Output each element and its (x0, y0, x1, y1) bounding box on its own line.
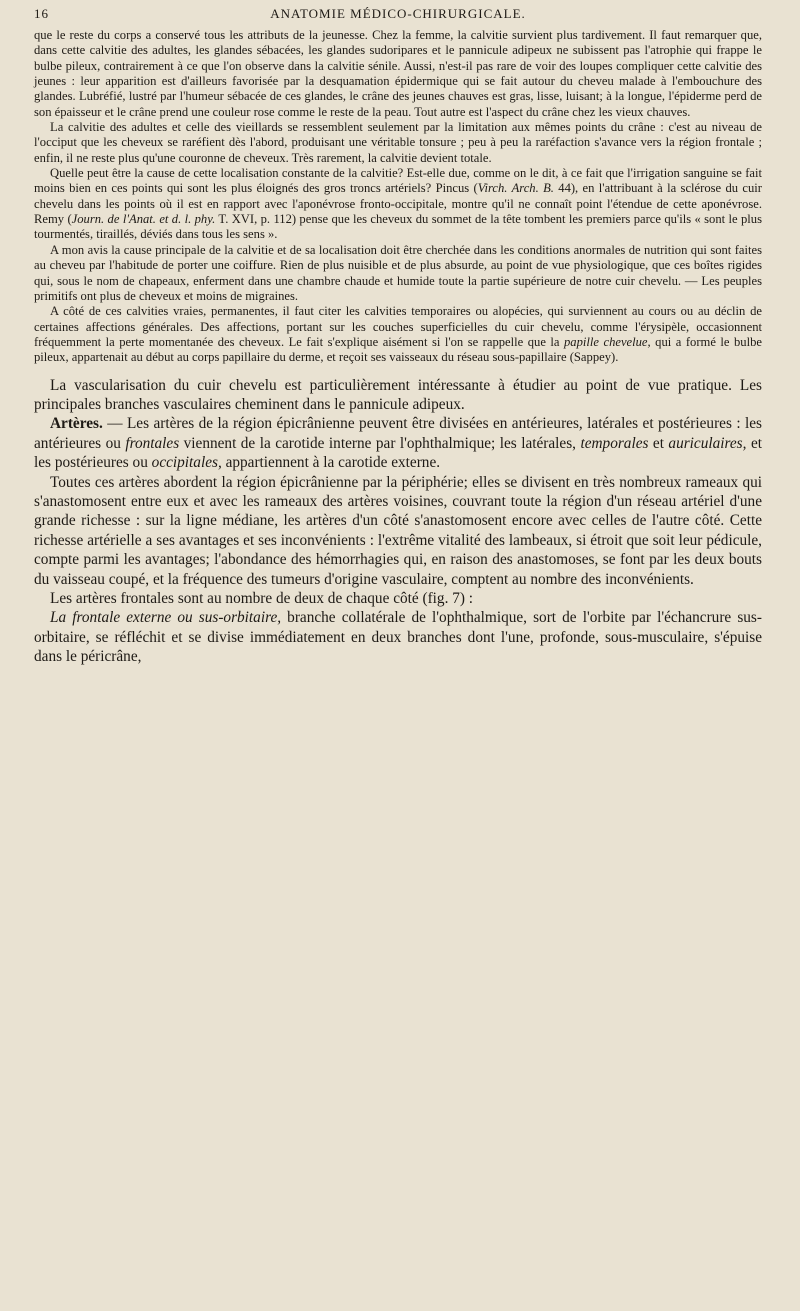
paragraph-calvitie-adultes: que le reste du corps a conservé tous les attributs de la jeunesse. Chez la femme, la calvitie survient plus tardivement. Il faut remarquer que, dans cette calvitie des adultes, les glandes sébacées, les glandes sudoripares et le pannicule adipeux ne subissent pas l'atrophie qui frappe le bulbe pileux, contrairement à ce que l'on observe dans la calvitie sénile. Aussi, n'est-il pas rare de voir des loupes compliquer cette calvitie des jeunes : leur apparition est d'ailleurs favorisée par la desquamation épidermique qui se fait autour du cheveu malade à l'embouchure des glandes. Lubréfié, lustré par l'humeur sébacée de ces glandes, le crâne des jeunes chauves est gras, lisse, luisant; à la longue, l'épiderme perd de son épaisseur et le crâne prend une couleur rose comme le reste de la peau. Tout autre est l'aspect du crâne chez les vieux chauves. (34, 28, 762, 119)
page-header (34, 6, 762, 28)
running-title: ANATOMIE MÉDICO-CHIRURGICALE. (270, 6, 526, 21)
paragraph-cause-localisation: Quelle peut être la cause de cette localisation constante de la calvitie? Est-elle due, comme on le dit, à ce fait que l'irrigation sanguine se fait moins bien en ces points qui sont les plus éloignés des gros troncs artériels? Pincus (Virch. Arch. B. 44), en l'attribuant à la sclérose du cuir chevelu dans les points où il est en rapport avec l'aponévrose fronto-occipitale, montre qu'il ne connaît point l'étendue de cette aponévrose. Remy (Journ. de l'Anat. et d. l. phy. T. XVI, p. 112) pense que les cheveux du sommet de la tête tombent les premiers parce qu'ils « sont le plus tourmentés, tiraillés, déviés dans tous les sens ». (34, 166, 762, 242)
page-number: 16 (34, 6, 49, 21)
main-text-section (34, 376, 762, 667)
paragraph-opinion-auteur: A mon avis la cause principale de la calvitie et de sa localisation doit être cherchée dans les conditions anormales de nutrition qui sont faites au cheveu par l'habitude de porter une coiffure. Rien de plus nuisible et de plus absurde, au point de vue physiologique, que ces boîtes rigides qui, sous le nom de chapeaux, enferment dans une chambre chaude et humide toute la partie supérieure de notre cuir chevelu. — Les peuples primitifs ont plus de cheveux et moins de migraines. (34, 242, 762, 303)
paragraph-arteres-frontales: Les artères frontales sont au nombre de deux de chaque côté (fig. 7) : (50, 590, 474, 608)
citation-virchow: Virch. Arch. B. (477, 181, 554, 196)
paragraph-arteres: Artères. — Les artères de la région épicrânienne peuvent être divisées en antérieures, latérales et postérieures : les antérieures ou frontales viennent de la carotide interne par l'ophthalmique; les latérales, temporales et auriculaires, et les postérieures ou occipitales, appartiennent à la carotide externe. (34, 415, 762, 472)
paragraph-anastomoses: Toutes ces artères abordent la région épicrânienne par la périphérie; elles se divisent en très nombreux rameaux qui s'anastomosent entre eux et avec les rameaux des artères voisines, couvrant toute la région d'un réseau artériel d'une grande richesse : sur la ligne médiane, les artères d'un côté s'anastomosent encore avec celles de l'autre côté. Cette richesse artérielle a ses avantages et ses inconvénients : l'extrême vitalité des lambeaux, si étroit que soit leur pédicule, compte parmi les avantages; l'abondance des hémorrhagies qui, en raison des anastomoses, se font par les deux bouts du vaisseau coupé, et la fréquence des tumeurs d'origine vasculaire, comptent au nombre des inconvénients. (34, 473, 762, 588)
term-frontale-externe: La frontale externe ou sus-orbitaire, (50, 609, 282, 627)
paragraph-alopecies: A côté de ces calvities vraies, permanentes, il faut citer les calvities temporaires ou alopécies, qui surviennent au cours ou au déclin de certaines affections générales. Des affections, portant sur les couches superficielles du cuir chevelu, comme l'érysipèle, occasionnent fréquemment la perte momentanée des cheveux. Le fait s'explique aisément si l'on se rappelle que la papille chevelue, qui a formé le bulbe pileux, appartenait au début au corps papillaire du derme, et reçoit ses vaisseaux du réseau sous-papillaire (Sappey). (34, 304, 762, 365)
citation-journal-anatomie: Journ. de l'Anat. et d. l. phy. (71, 212, 216, 227)
paragraph-frontale-externe: La frontale externe ou sus-orbitaire, branche collatérale de l'ophthalmique, sort de l'orbite par l'échancrure sus-orbitaire, se réfléchit et se divise immédiatement en deux branches dont l'une, profonde, sous-musculaire, s'épuise dans le péricrâne, (34, 609, 762, 666)
paragraph-vascularisation: La vascularisation du cuir chevelu est particulièrement intéressante à étudier au point de vue pratique. Les principales branches vasculaires cheminent dans le pannicule adipeux. (34, 376, 762, 413)
term-papille-chevelue: papille chevelue, (564, 334, 651, 349)
section-heading-arteres: Artères. (50, 415, 103, 433)
paragraph-calvitie-vieillards: La calvitie des adultes et celle des vieillards se ressemblent seulement par la limitation aux mêmes points du crâne : c'est au niveau de l'occiput que les cheveux se raréfient dès l'abord, produisant une véritable tonsure ; peu à peu la raréfaction s'avance vers la région frontale ; enfin, il ne reste plus qu'une couronne de cheveux. Très rarement, la calvitie devient totale. (34, 120, 762, 165)
small-print-section (34, 28, 762, 366)
